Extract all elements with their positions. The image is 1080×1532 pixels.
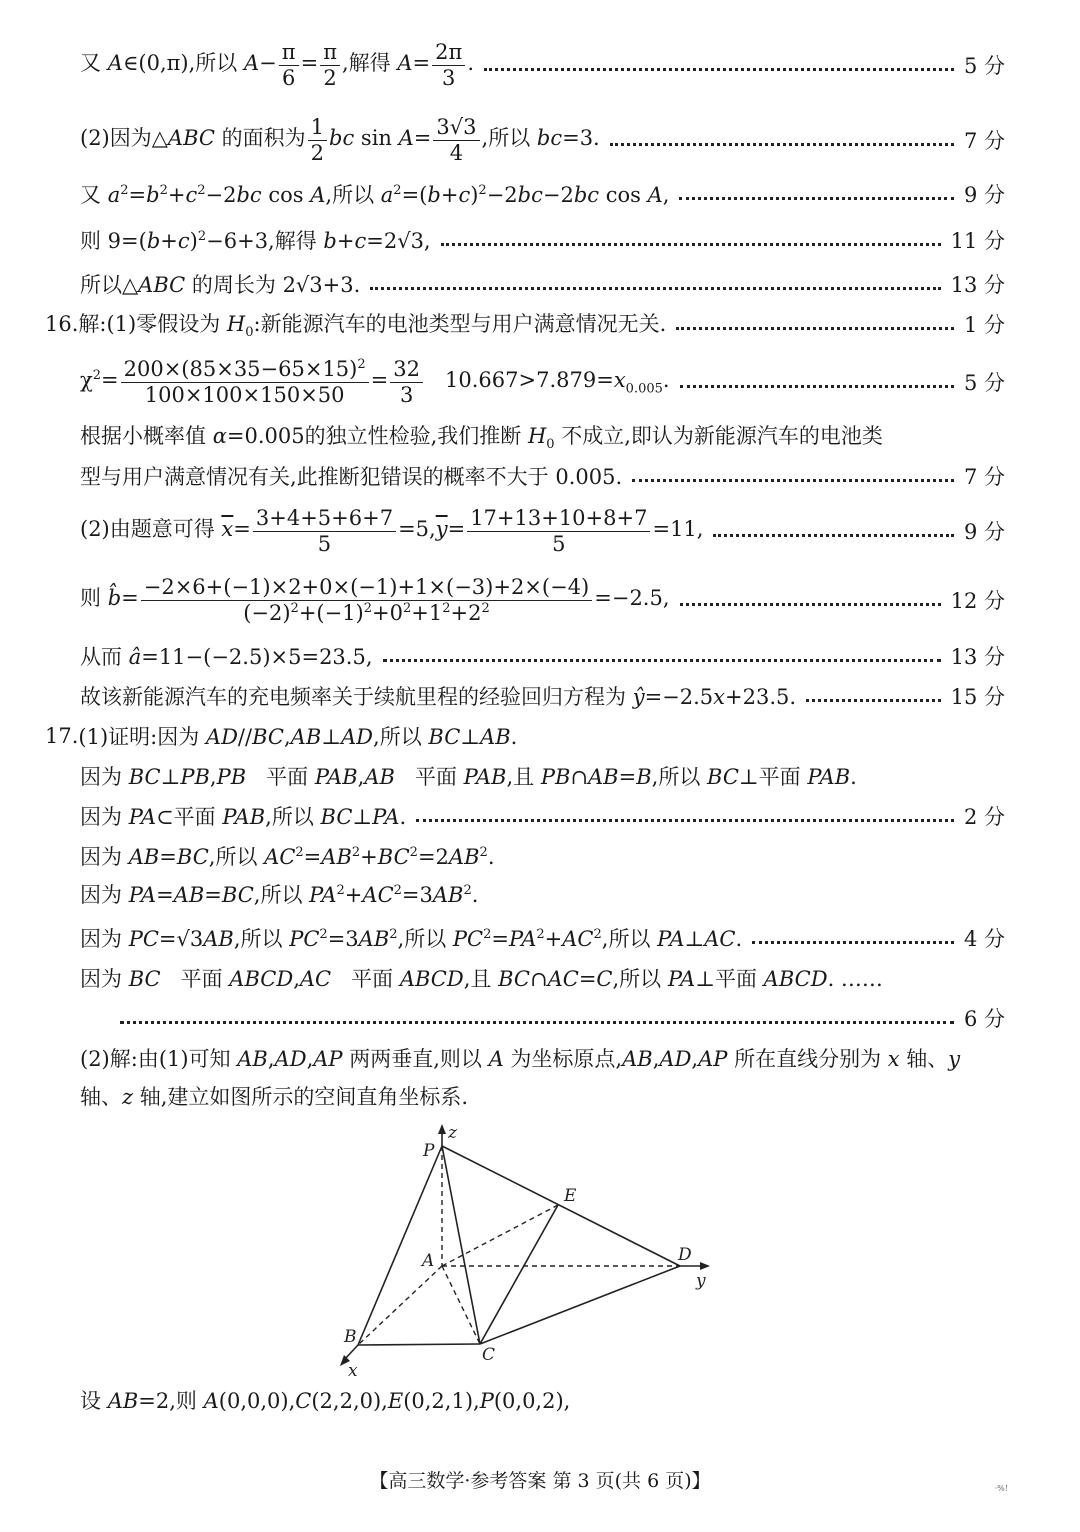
- dot-leader: [370, 287, 940, 290]
- score-9: 7 分: [963, 465, 1005, 489]
- line-22-text: (2)解:由(1)可知 AB,AD,AP 两两垂直,则以 A 为坐标原点,AB,AD,AP 所在直线分别为 x 轴、y 轴、z 轴,建立如图所示的空间直角坐标系.: [80, 1047, 961, 1109]
- line-1: [80, 42, 1005, 88]
- label-B: B: [344, 1327, 357, 1347]
- dot-leader: [713, 534, 953, 537]
- line-3-text: 又 $a^2=b^2+c^2-2bc$ cos A,所以 $a^2=(b+c)^2-2bc-2bc$ cos A,: [80, 183, 670, 207]
- dot-leader: [679, 197, 953, 200]
- page-footer: 【高三数学·参考答案 第 3 页(共 6 页)】: [369, 1470, 711, 1492]
- edge-BC: [358, 1344, 480, 1345]
- edge-AB-dashed: [358, 1266, 442, 1345]
- dot-leader: [632, 479, 954, 482]
- edge-PC: [442, 1146, 480, 1344]
- line-8-text: 根据小概率值 α=0.005的独立性检验,我们推断 $H_0$ 不成立,即认为新能源汽车的电池类: [80, 423, 883, 453]
- line-1-text: 又 A∈(0,π),所以 A− $\frac{\pi}{6}$ = $\frac{\pi}{2}$ ,解得 A= $\frac{2\pi}{3}$ .: [80, 40, 474, 90]
- line-14-text: (1)证明:因为 AD//BC,AB⊥AD,所以 BC⊥AB.: [78, 725, 518, 749]
- line-16-text: 因为 PA⊂平面 PAB,所以 BC⊥PA.: [80, 805, 407, 829]
- line-14: [45, 720, 1005, 752]
- line-17: [80, 840, 1005, 872]
- line-20-text: 因为 BC 平面 ABCD,AC 平面 ABCD,且 BC∩AC=C,所以 PA⊥平面 ABCD. ……: [80, 967, 883, 991]
- line-13: [80, 680, 1005, 712]
- score-21: 6 分: [963, 1007, 1005, 1031]
- dot-leader: [441, 243, 941, 246]
- line-11-text: 则 b̂= $\frac{-2\times 6+(-1)\times 2+0\times(-1)+1\times(-3)+2\times(-4)}{(-2)^2+(-1)^2+0^2+1^2+2^2}$ =−2.5,: [80, 575, 670, 625]
- label-E: E: [564, 1186, 577, 1206]
- label-x: x: [348, 1361, 358, 1381]
- line-16: [80, 800, 1005, 832]
- line-8: [80, 420, 1005, 452]
- line-19-text: 因为 PC=√3AB,所以 $PC^2=3AB^2$,所以 $PC^2=PA^2+AC^2$,所以 PA⊥AC.: [80, 927, 743, 951]
- line-5-text: 所以△ABC 的周长为 2√3+3.: [80, 273, 361, 297]
- line-4-text: 则 $9=(b+c)^2-6+3$,解得 b+c=2√3,: [80, 229, 431, 253]
- score-10: 9 分: [963, 520, 1005, 544]
- dot-leader: [416, 819, 954, 822]
- label-z: z: [448, 1123, 457, 1143]
- line-11: [80, 572, 1005, 628]
- pyramid-figure: [320, 1118, 730, 1388]
- edge-AC-dashed: [442, 1266, 480, 1344]
- score-19: 4 分: [963, 927, 1005, 951]
- score-11: 12 分: [950, 589, 1005, 613]
- line-5: [80, 268, 1005, 300]
- line-19: [80, 922, 1005, 954]
- line-15-text: 因为 BC⊥PB,PB 平面 PAB,AB 平面 PAB,且 PB∩AB=B,所以 BC⊥平面 PAB.: [80, 765, 857, 789]
- label-A: A: [422, 1251, 435, 1271]
- line-2-text: (2)因为△ABC 的面积为 $\frac{1}{2}$ bc sin A= $\frac{3√3}{4}$ ,所以 bc=3.: [80, 115, 600, 165]
- question-number-17: 17.: [45, 724, 79, 748]
- line-12: [80, 640, 1005, 672]
- dot-leader: [676, 327, 954, 330]
- dot-leader: [610, 143, 954, 146]
- dot-leader: [680, 385, 954, 388]
- paragraph-part2: [80, 1040, 1005, 1116]
- edge-CD: [480, 1266, 680, 1344]
- score-2: 7 分: [963, 129, 1005, 153]
- score-7: 5 分: [963, 371, 1005, 395]
- score-4: 11 分: [950, 229, 1005, 253]
- score-16: 2 分: [963, 805, 1005, 829]
- label-y: y: [696, 1271, 706, 1291]
- line-7-text: $\chi^2=$ $\frac{200\times(85\times 35-65\times 15)^2}{100\times 100\times 150\times 50}$ = $\frac{32}{3}$ $10.667>7.879=x_{0.005}$.: [80, 357, 670, 407]
- line-18-text: 因为 PA=AB=BC,所以 $PA^2+AC^2=3AB^2$.: [80, 883, 479, 907]
- line-3: [80, 178, 1005, 210]
- dot-leader: [680, 603, 941, 606]
- y-axis-arrow: [700, 1262, 710, 1270]
- dot-leader: [484, 68, 954, 71]
- line-23-text: 设 AB=2,则 A(0,0,0),C(2,2,0),E(0,2,1),P(0,0,2),: [80, 1389, 571, 1413]
- line-17-text: 因为 AB=BC,所以 $AC^2=AB^2+BC^2=2AB^2$.: [80, 845, 495, 869]
- line-20: [80, 962, 1005, 994]
- line-12-text: 从而 â=11−(−2.5)×5=23.5,: [80, 645, 373, 669]
- z-axis-arrow: [438, 1124, 446, 1134]
- line-21: [120, 1002, 1005, 1034]
- label-D: D: [678, 1245, 692, 1265]
- score-12: 13 分: [950, 645, 1005, 669]
- edge-PB: [358, 1146, 442, 1345]
- line-6-text: 解:(1)零假设为 $H_0$:新能源汽车的电池类型与用户满意情况无关.: [78, 311, 667, 341]
- line-9-text: 型与用户满意情况有关,此推断犯错误的概率不大于 0.005.: [80, 465, 623, 489]
- label-P: P: [423, 1141, 435, 1161]
- label-C: C: [482, 1345, 496, 1365]
- line-6: [45, 308, 1005, 340]
- score-3: 9 分: [963, 183, 1005, 207]
- dot-leader: [120, 1021, 954, 1024]
- dot-leader: [806, 699, 941, 702]
- line-15: [80, 760, 1005, 792]
- edge-CE: [480, 1205, 558, 1344]
- dot-leader: [752, 941, 954, 944]
- line-2: [80, 116, 1005, 164]
- line-23: [80, 1384, 1005, 1416]
- corner-mark: ·%!: [994, 1484, 1008, 1493]
- score-13: 15 分: [950, 685, 1005, 709]
- line-4: [80, 224, 1005, 256]
- line-10: [80, 504, 1005, 558]
- question-number-16: 16.: [45, 312, 79, 336]
- line-7: [80, 354, 1005, 410]
- line-13-text: 故该新能源汽车的充电频率关于续航里程的经验回归方程为 ŷ=−2.5x+23.5.: [80, 685, 797, 709]
- score-5: 13 分: [950, 273, 1005, 297]
- score-6: 1 分: [963, 313, 1005, 337]
- line-9: [80, 460, 1005, 492]
- line-10-text: (2)由题意可得 $\overline{x}=$ $\frac{3+4+5+6+7}{5}$ $=5,\overline{y}=$ $\frac{17+13+10+8+7}{5}$ =11,: [80, 506, 704, 556]
- line-18: [80, 878, 1005, 910]
- score-1: 5 分: [963, 54, 1005, 78]
- dot-leader: [383, 659, 941, 662]
